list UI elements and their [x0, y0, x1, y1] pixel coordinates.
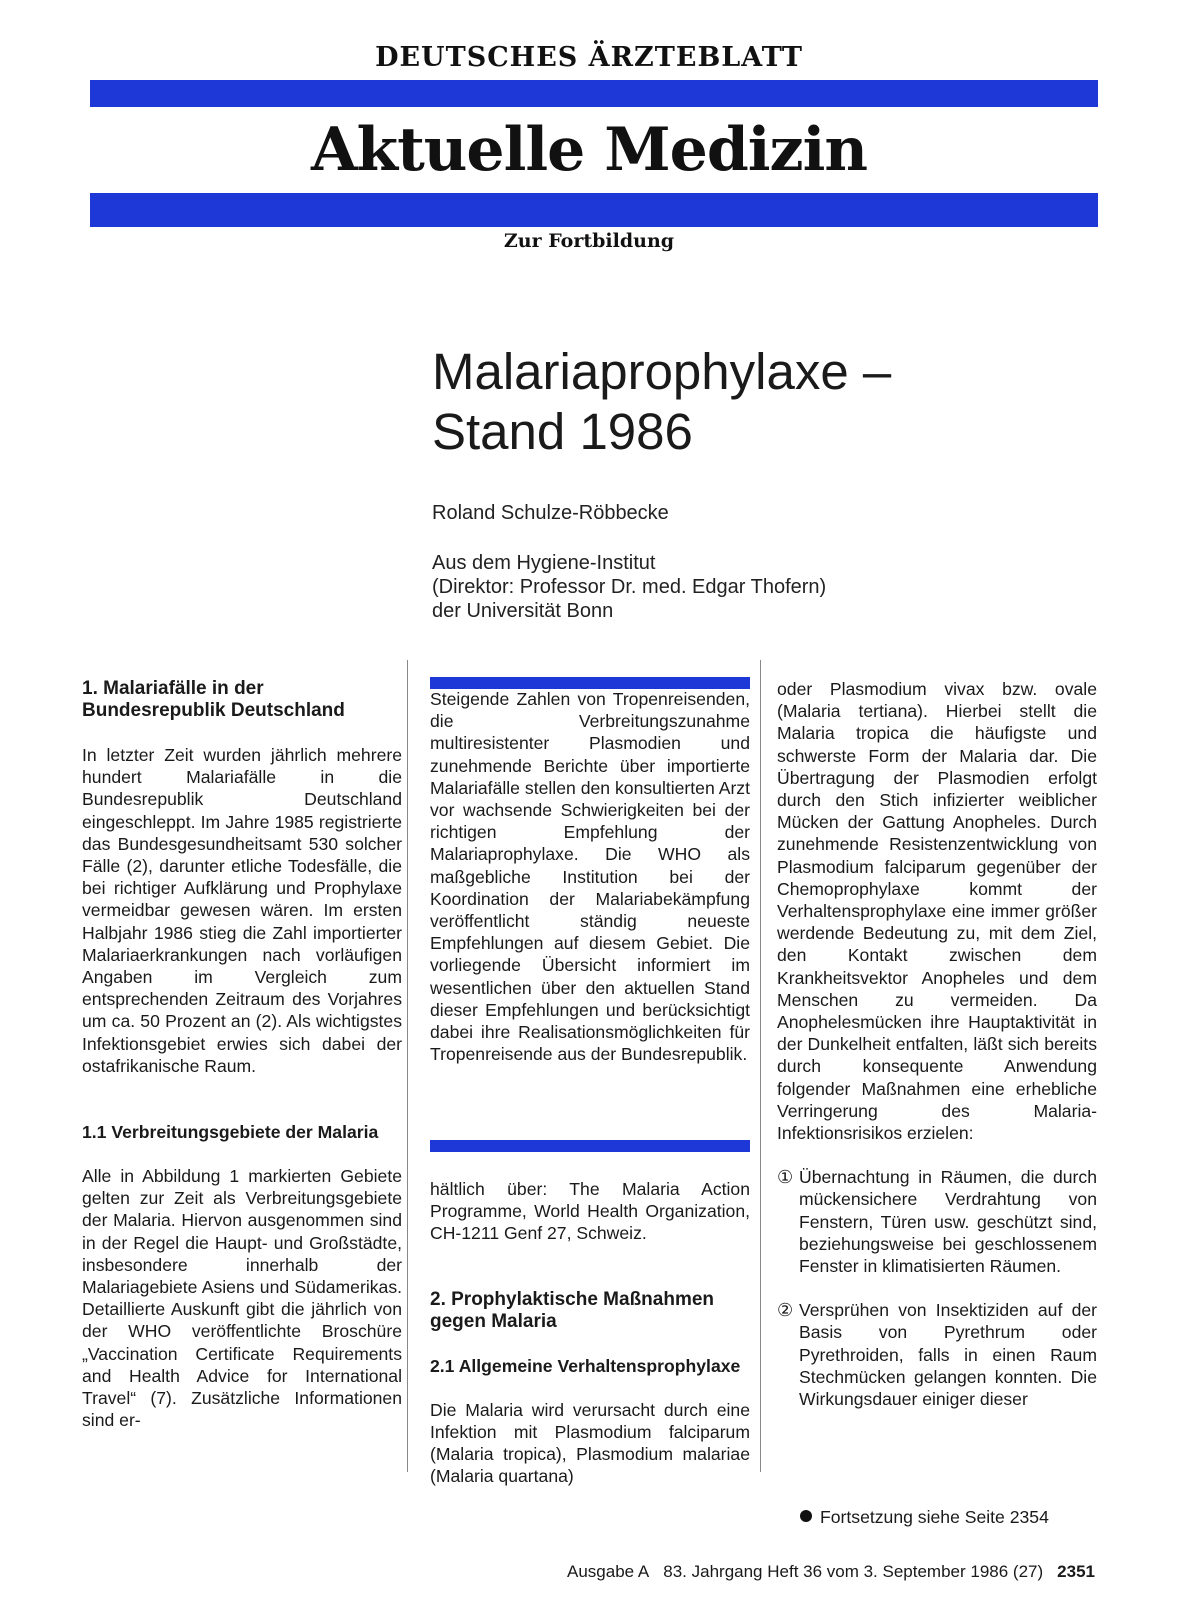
page-footer: [0, 1562, 1095, 1582]
paragraph-verbreitung: Alle in Abbildung 1 markierten Gebiete gelten zur Zeit als Verbreitungsgebiete der Malaria. Hiervon ausgenommen sind in der Regel die Haupt- und Großstädte, insbesondere innerhalb der Malariagebiete Asiens und Südamerikas. Detaillierte Auskunft gibt die jährlich von der WHO veröffentlichte Broschüre „Vaccination Certificate Requirements and Health Advice for International Travel“ (7). Zusätzliche Informationen sind er-: [82, 1166, 402, 1431]
column-2: [430, 678, 750, 1065]
article-affiliation: [432, 551, 826, 623]
continuation-note: Fortsetzung siehe Seite 2354: [800, 1507, 1049, 1528]
affiliation-line2: (Direktor: Professor Dr. med. Edgar Thofern): [432, 576, 827, 598]
article-author: Roland Schulze-Röbbecke: [432, 502, 669, 524]
heading-verhaltensprophylaxe: 2.1 Allgemeine Verhaltensprophylaxe: [430, 1355, 741, 1376]
circled-one-icon: ①: [777, 1167, 794, 1188]
heading-malariafaelle: 1. Malariafälle in der Bundesrepublik Deutschland: [82, 678, 345, 721]
list-item-1: ① Übernachtung in Räumen, die durch mückensichere Verdrahtung von Fenstern, Türen usw. geschützt sind, beziehungsweise bei geschlossenem Fenster in klimatisierten Räumen.: [777, 1167, 1097, 1277]
paragraph-plasmodium-cont: oder Plasmodium vivax bzw. ovale (Malaria tertiana). Hierbei stellt die Malaria tropica die häufigste und schwerste Form der Malaria dar. Die Übertragung der Plasmodien erfolgt durch den Stich infizierter weiblicher Mücken der Gattung Anopheles. Durch zunehmende Resistenzentwicklung von Plasmodium falciparum gegenüber der Chemoprophylaxe kommt der Verhaltensprophylaxe eine immer größer werdende Bedeutung zu, mit dem Ziel, den Kontakt zwischen dem Krankheitsvektor Anopheles und dem Menschen zu vermeiden. Da Anophelesmücken ihre Hauptaktivität in der Dunkelheit entfalten, läßt sich bereits durch konsequente Anwendung folgender Maßnahmen eine erhebliche Verringerung des Malaria-Infektionsrisikos erzielen:: [777, 679, 1097, 1144]
abstract: Steigende Zahlen von Tropenreisenden, die Verbreitungszunahme multiresistenter Plasmodien und zunehmende Berichte über importierte Malariafälle stellen den konsultierten Arzt vor wachsende Schwierigkeiten bei der richtigen Empfehlung der Malariaprophylaxe. Die WHO als maßgebliche Institution bei der Koordination der Malariabekämpfung veröffentlicht ständig neueste Empfehlungen auf diesem Gebiet. Die vorliegende Übersicht informiert im wesentlichen über den aktuellen Stand dieser Empfehlungen und berücksichtigt dabei ihre Realisationsmöglichkeiten für Tropenreisende aus der Bundesrepublik.: [430, 689, 750, 1065]
masthead-band-top: [90, 80, 1098, 107]
article-title-line2: Stand 1986: [432, 403, 693, 460]
column-divider-left: [407, 660, 408, 1472]
heading-prophylaktische-massnahmen: 2. Prophylaktische Maßnahmen gegen Malaria: [430, 1288, 715, 1332]
column-1: [82, 678, 402, 1431]
column-divider-right: [760, 660, 761, 1472]
column-2-continued: [430, 1178, 750, 1487]
paragraph-plasmodium: Die Malaria wird verursacht durch eine Infektion mit Plasmodium falciparum (Malaria tropica), Plasmodium malariae (Malaria quartana): [430, 1399, 750, 1487]
footer-edition: Ausgabe A: [567, 1562, 650, 1581]
article-title: [432, 342, 1112, 462]
article-title-line1: Malariaprophylaxe –: [432, 343, 892, 400]
paragraph-who-address: hältlich über: The Malaria Action Programme, World Health Organization, CH-1211 Genf 27, Schweiz.: [430, 1179, 750, 1244]
footer-page-number: 2351: [1057, 1562, 1095, 1581]
column-3: [777, 678, 1097, 1410]
footer-issue: 83. Jahrgang Heft 36 vom 3. September 1986 (27): [663, 1562, 1044, 1581]
section-title: Aktuelle Medizin: [310, 115, 868, 185]
list-item-2: ② Versprühen von Insektiziden auf der Basis von Pyrethrum oder Pyrethroiden, falls in einen Raum Stechmücken gelangen konnten. Die Wirkungsdauer einiger dieser: [777, 1300, 1097, 1410]
section-subtitle: Zur Fortbildung: [503, 230, 675, 252]
paragraph-intro: In letzter Zeit wurden jährlich mehrere hundert Malariafälle in die Bundesrepublik Deutschland eingeschleppt. Im Jahre 1985 registrierte das Bundesgesundheitsamt 530 solcher Fälle (2), darunter etliche Todesfälle, die bei richtiger Aufklärung und Prophylaxe vermeidbar gewesen wären. Im ersten Halbjahr 1986 stieg die Zahl importierter Malariaerkrankungen nach vorläufigen Angaben im Vergleich zum entsprechenden Zeitraum des Vorjahres um ca. 50 Prozent an (2). Als wichtigstes Infektionsgebiet erwies sich dabei der ostafrikanische Raum.: [82, 745, 402, 1076]
journal-name: DEUTSCHES ÄRZTEBLATT: [375, 42, 803, 73]
affiliation-line1: Aus dem Hygiene-Institut: [432, 552, 656, 574]
bullet-dot-icon: [800, 1510, 812, 1522]
masthead-band-bottom: [90, 193, 1098, 227]
circled-two-icon: ②: [777, 1300, 794, 1321]
heading-verbreitungsgebiete: 1.1 Verbreitungsgebiete der Malaria: [82, 1122, 379, 1143]
affiliation-line3: der Universität Bonn: [432, 600, 614, 622]
abstract-rule-bottom: [430, 1140, 750, 1152]
